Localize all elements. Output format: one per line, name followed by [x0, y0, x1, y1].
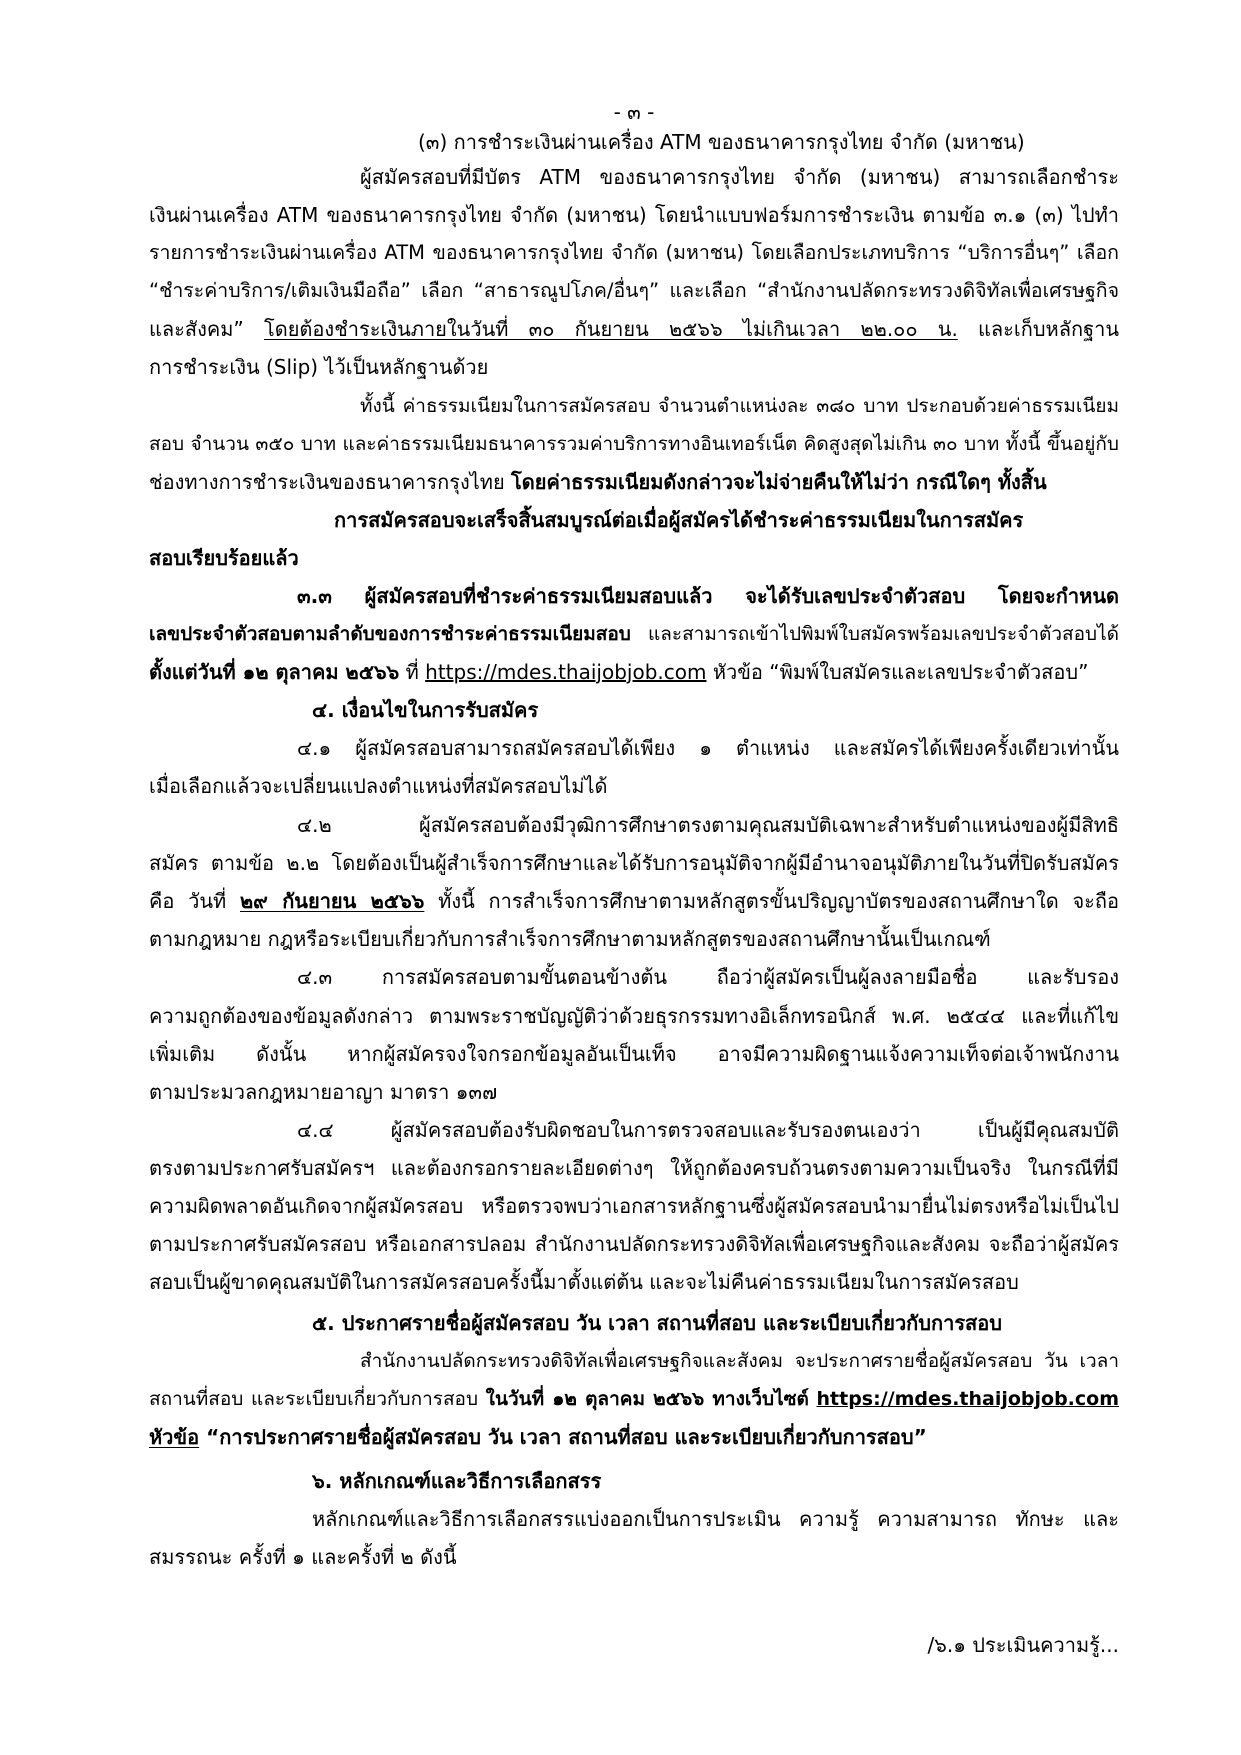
paragraph-line: ตรงตามประกาศรับสมัครฯ และต้องกรอกรายละเอียดต่างๆ ให้ถูกต้องครบถ้วนตรงตามความเป็นจริง ในกรณีที่มี [149, 1156, 1119, 1180]
paragraph-line: ทั้งนี้ ค่าธรรมเนียมในการสมัครสอบ จำนวนตำแหน่งละ ๓๘๐ บาท ประกอบด้วยค่าธรรมเนียม [360, 395, 1119, 417]
announcement-date: ในวันที่ ๑๒ ตุลาคม ๒๕๖๖ ทางเว็บไซต์ [485, 1388, 809, 1410]
paragraph-line: เมื่อเลือกแล้วจะเปลี่ยนแปลงตำแหน่งที่สมัครสอบไม่ได้ [149, 774, 608, 798]
paragraph-line: ความผิดพลาดอันเกิดจากผู้สมัครสอบ หรือตรวจพบว่าเอกสารหลักฐานซึ่งผู้สมัครสอบนำมายื่นไม่ตรงหรือไม่เป็นไป [149, 1194, 1119, 1218]
paragraph-line: สมัคร ตามข้อ ๒.๒ โดยต้องเป็นผู้สำเร็จการศึกษาและได้รับการอนุมัติจากผู้มีอำนาจอนุมัติภายในวันที่ปิดรับสมัคร [149, 851, 1119, 875]
paragraph-line [149, 652, 1119, 692]
text-span: ช่องทางการชำระเงินของธนาคารกรุงไทย [149, 470, 505, 494]
paragraph-line: เพิ่มเติม ดังนั้น หากผู้สมัครจงใจกรอกข้อมูลอันเป็นเท็จ อาจมีความผิดฐานแจ้งความเท็จต่อเจ้าพนักงาน [149, 1042, 1119, 1066]
paragraph-line [149, 309, 1119, 349]
paragraph-line: ๔.๔ ผู้สมัครสอบต้องรับผิดชอบในการตรวจสอบและรับรองตนเองว่า เป็นผู้มีคุณสมบัติ [297, 1118, 1119, 1142]
paragraph-line [149, 614, 1119, 654]
text-span: หัวข้อ [149, 1425, 200, 1449]
text-span: ทั้งนี้ การสำเร็จการศึกษาตามหลักสูตรขั้นปริญญาบัตรของสถานศึกษาใด จะถือ [438, 889, 1119, 913]
text-span: คือ วันที่ [149, 889, 227, 913]
page-number: - ๓ - [613, 100, 655, 124]
paragraph-line [149, 1379, 1119, 1419]
payment-deadline: โดยต้องชำระเงินภายในวันที่ ๓๐ กันยายน ๒๕๖๖ ไม่เกินเวลา ๒๒.๐๐ น. [263, 317, 958, 341]
section-heading-4: ๔. เงื่อนไขในการรับสมัคร [312, 698, 539, 722]
paragraph-line: ตามกฎหมาย กฎหรือระเบียบเกี่ยวกับการสำเร็จการศึกษาตามหลักสูตรของสถานศึกษานั้นเป็นเกณฑ์ [149, 927, 991, 951]
paragraph-line: เงินผ่านเครื่อง ATM ของธนาคารกรุงไทย จำกัด (มหาชน) โดยนำแบบฟอร์มการชำระเงิน ตามข้อ ๓.๑ (๓) ไปทำ [149, 203, 1119, 227]
website-link[interactable]: https://mdes.thaijobjob.com [816, 1388, 1119, 1410]
paragraph-line: สอบเรียบร้อยแล้ว [149, 546, 299, 570]
text-span: และสังคม” [149, 317, 244, 341]
paragraph-line: ตามประกาศรับสมัครสอบ หรือเอกสารปลอม สำนักงานปลัดกระทรวงดิจิทัลเพื่อเศรษฐกิจและสังคม จะถือว่าผู้สมัคร [149, 1232, 1119, 1256]
paragraph-line: หลักเกณฑ์และวิธีการเลือกสรรแบ่งออกเป็นการประเมิน ความรู้ ความสามารถ ทักษะ และ [312, 1507, 1119, 1531]
paragraph-line [149, 1417, 1119, 1457]
print-start-date: ตั้งแต่วันที่ ๑๒ ตุลาคม ๒๕๖๖ [149, 660, 400, 684]
section-heading-5: ๕. ประกาศรายชื่อผู้สมัครสอบ วัน เวลา สถานที่สอบ และระเบียบเกี่ยวกับการสอบ [312, 1311, 1002, 1335]
paragraph-line: สำนักงานปลัดกระทรวงดิจิทัลเพื่อเศรษฐกิจและสังคม จะประกาศรายชื่อผู้สมัครสอบ วัน เวลา [360, 1350, 1119, 1372]
paragraph-line: สอบ จำนวน ๓๕๐ บาท และค่าธรรมเนียมธนาคารรวมค่าบริการทางอินเทอร์เน็ต คิดสูงสุดไม่เกิน ๓๐ บาท ทั้งนี้ ขึ้นอยู่กับ [149, 433, 1119, 455]
paragraph-line: สอบเป็นผู้ขาดคุณสมบัติในการสมัครสอบครั้งนี้มาตั้งแต่ต้น และจะไม่คืนค่าธรรมเนียมในการสมัครสอบ [149, 1270, 1019, 1294]
section-3-3: ๓.๓ ผู้สมัครสอบที่ชำระค่าธรรมเนียมสอบแล้ว จะได้รับเลขประจำตัวสอบ โดยจะกำหนด [297, 584, 1119, 608]
section-heading-6: ๖. หลักเกณฑ์และวิธีการเลือกสรร [312, 1469, 602, 1493]
paragraph-line: รายการชำระเงินผ่านเครื่อง ATM ของธนาคารกรุงไทย จำกัด (มหาชน) โดยเลือกประเภทบริการ “บริการอื่นๆ” เลือก [149, 241, 1119, 264]
text-span: และเก็บหลักฐาน [978, 317, 1119, 341]
continuation-note: /๖.๑ ประเมินความรู้... [927, 1633, 1119, 1657]
paragraph-line: ๔.๒ ผู้สมัครสอบต้องมีวุฒิการศึกษาตรงตามคุณสมบัติเฉพาะสำหรับตำแหน่งของผู้มีสิทธิ [297, 813, 1119, 837]
text-span: เลขประจำตัวสอบตามลำดับของการชำระค่าธรรมเนียมสอบ [149, 623, 631, 645]
paragraph-line: การชำระเงิน (Slip) ไว้เป็นหลักฐานด้วย [149, 355, 489, 379]
non-refundable-note: โดยค่าธรรมเนียมดังกล่าวจะไม่จ่ายคืนให้ไม่ว่า กรณีใดๆ ทั้งสิ้น [511, 470, 1047, 494]
closing-date: ๒๙ กันยายน ๒๕๖๖ [240, 889, 425, 913]
paragraph-line [149, 881, 1119, 921]
text-span: ที่ [405, 660, 419, 684]
paragraph-line [149, 462, 1119, 502]
website-link[interactable]: https://mdes.thaijobjob.com [425, 660, 707, 684]
section-heading-atm: (๓) การชำระเงินผ่านเครื่อง ATM ของธนาคารกรุงไทย จำกัด (มหาชน) [418, 130, 1025, 154]
paragraph-line: สมรรถนะ ครั้งที่ ๑ และครั้งที่ ๒ ดังนี้ [149, 1545, 457, 1569]
text-span: สถานที่สอบ และระเบียบเกี่ยวกับการสอบ [149, 1388, 479, 1410]
paragraph-line: ตามประมวลกฎหมายอาญา มาตรา ๑๓๗ [149, 1080, 498, 1104]
paragraph-line: ความถูกต้องของข้อมูลดังกล่าว ตามพระราชบัญญัติว่าด้วยธุรกรรมทางอิเล็กทรอนิกส์ พ.ศ. ๒๕๔๔ และที่แก้ไข [149, 1004, 1119, 1028]
announcement-topic: “การประกาศรายชื่อผู้สมัครสอบ วัน เวลา สถานที่สอบ และระเบียบเกี่ยวกับการสอบ” [206, 1425, 927, 1449]
paragraph-line: การสมัครสอบจะเสร็จสิ้นสมบูรณ์ต่อเมื่อผู้สมัครได้ชำระค่าธรรมเนียมในการสมัคร [334, 508, 1024, 532]
text-span: และสามารถเข้าไปพิมพ์ใบสมัครพร้อมเลขประจำตัวสอบได้ [647, 623, 1119, 645]
paragraph-line: ๔.๑ ผู้สมัครสอบสามารถสมัครสอบได้เพียง ๑ ตำแหน่ง และสมัครได้เพียงครั้งเดียวเท่านั้น [297, 736, 1119, 760]
paragraph-line: “ชำระค่าบริการ/เติมเงินมือถือ” เลือก “สาธารณูปโภค/อื่นๆ” และเลือก “สำนักงานปลัดกระทรวงดิจิทัลเพื่อเศรษฐกิจ [149, 279, 1119, 302]
paragraph-line: ผู้สมัครสอบที่มีบัตร ATM ของธนาคารกรุงไทย จำกัด (มหาชน) สามารถเลือกชำระ [360, 165, 1119, 189]
text-span: หัวข้อ “พิมพ์ใบสมัครและเลขประจำตัวสอบ” [712, 660, 1089, 684]
paragraph-line: ๔.๓ การสมัครสอบตามขั้นตอนข้างต้น ถือว่าผู้สมัครเป็นผู้ลงลายมือชื่อ และรับรอง [297, 965, 1119, 989]
